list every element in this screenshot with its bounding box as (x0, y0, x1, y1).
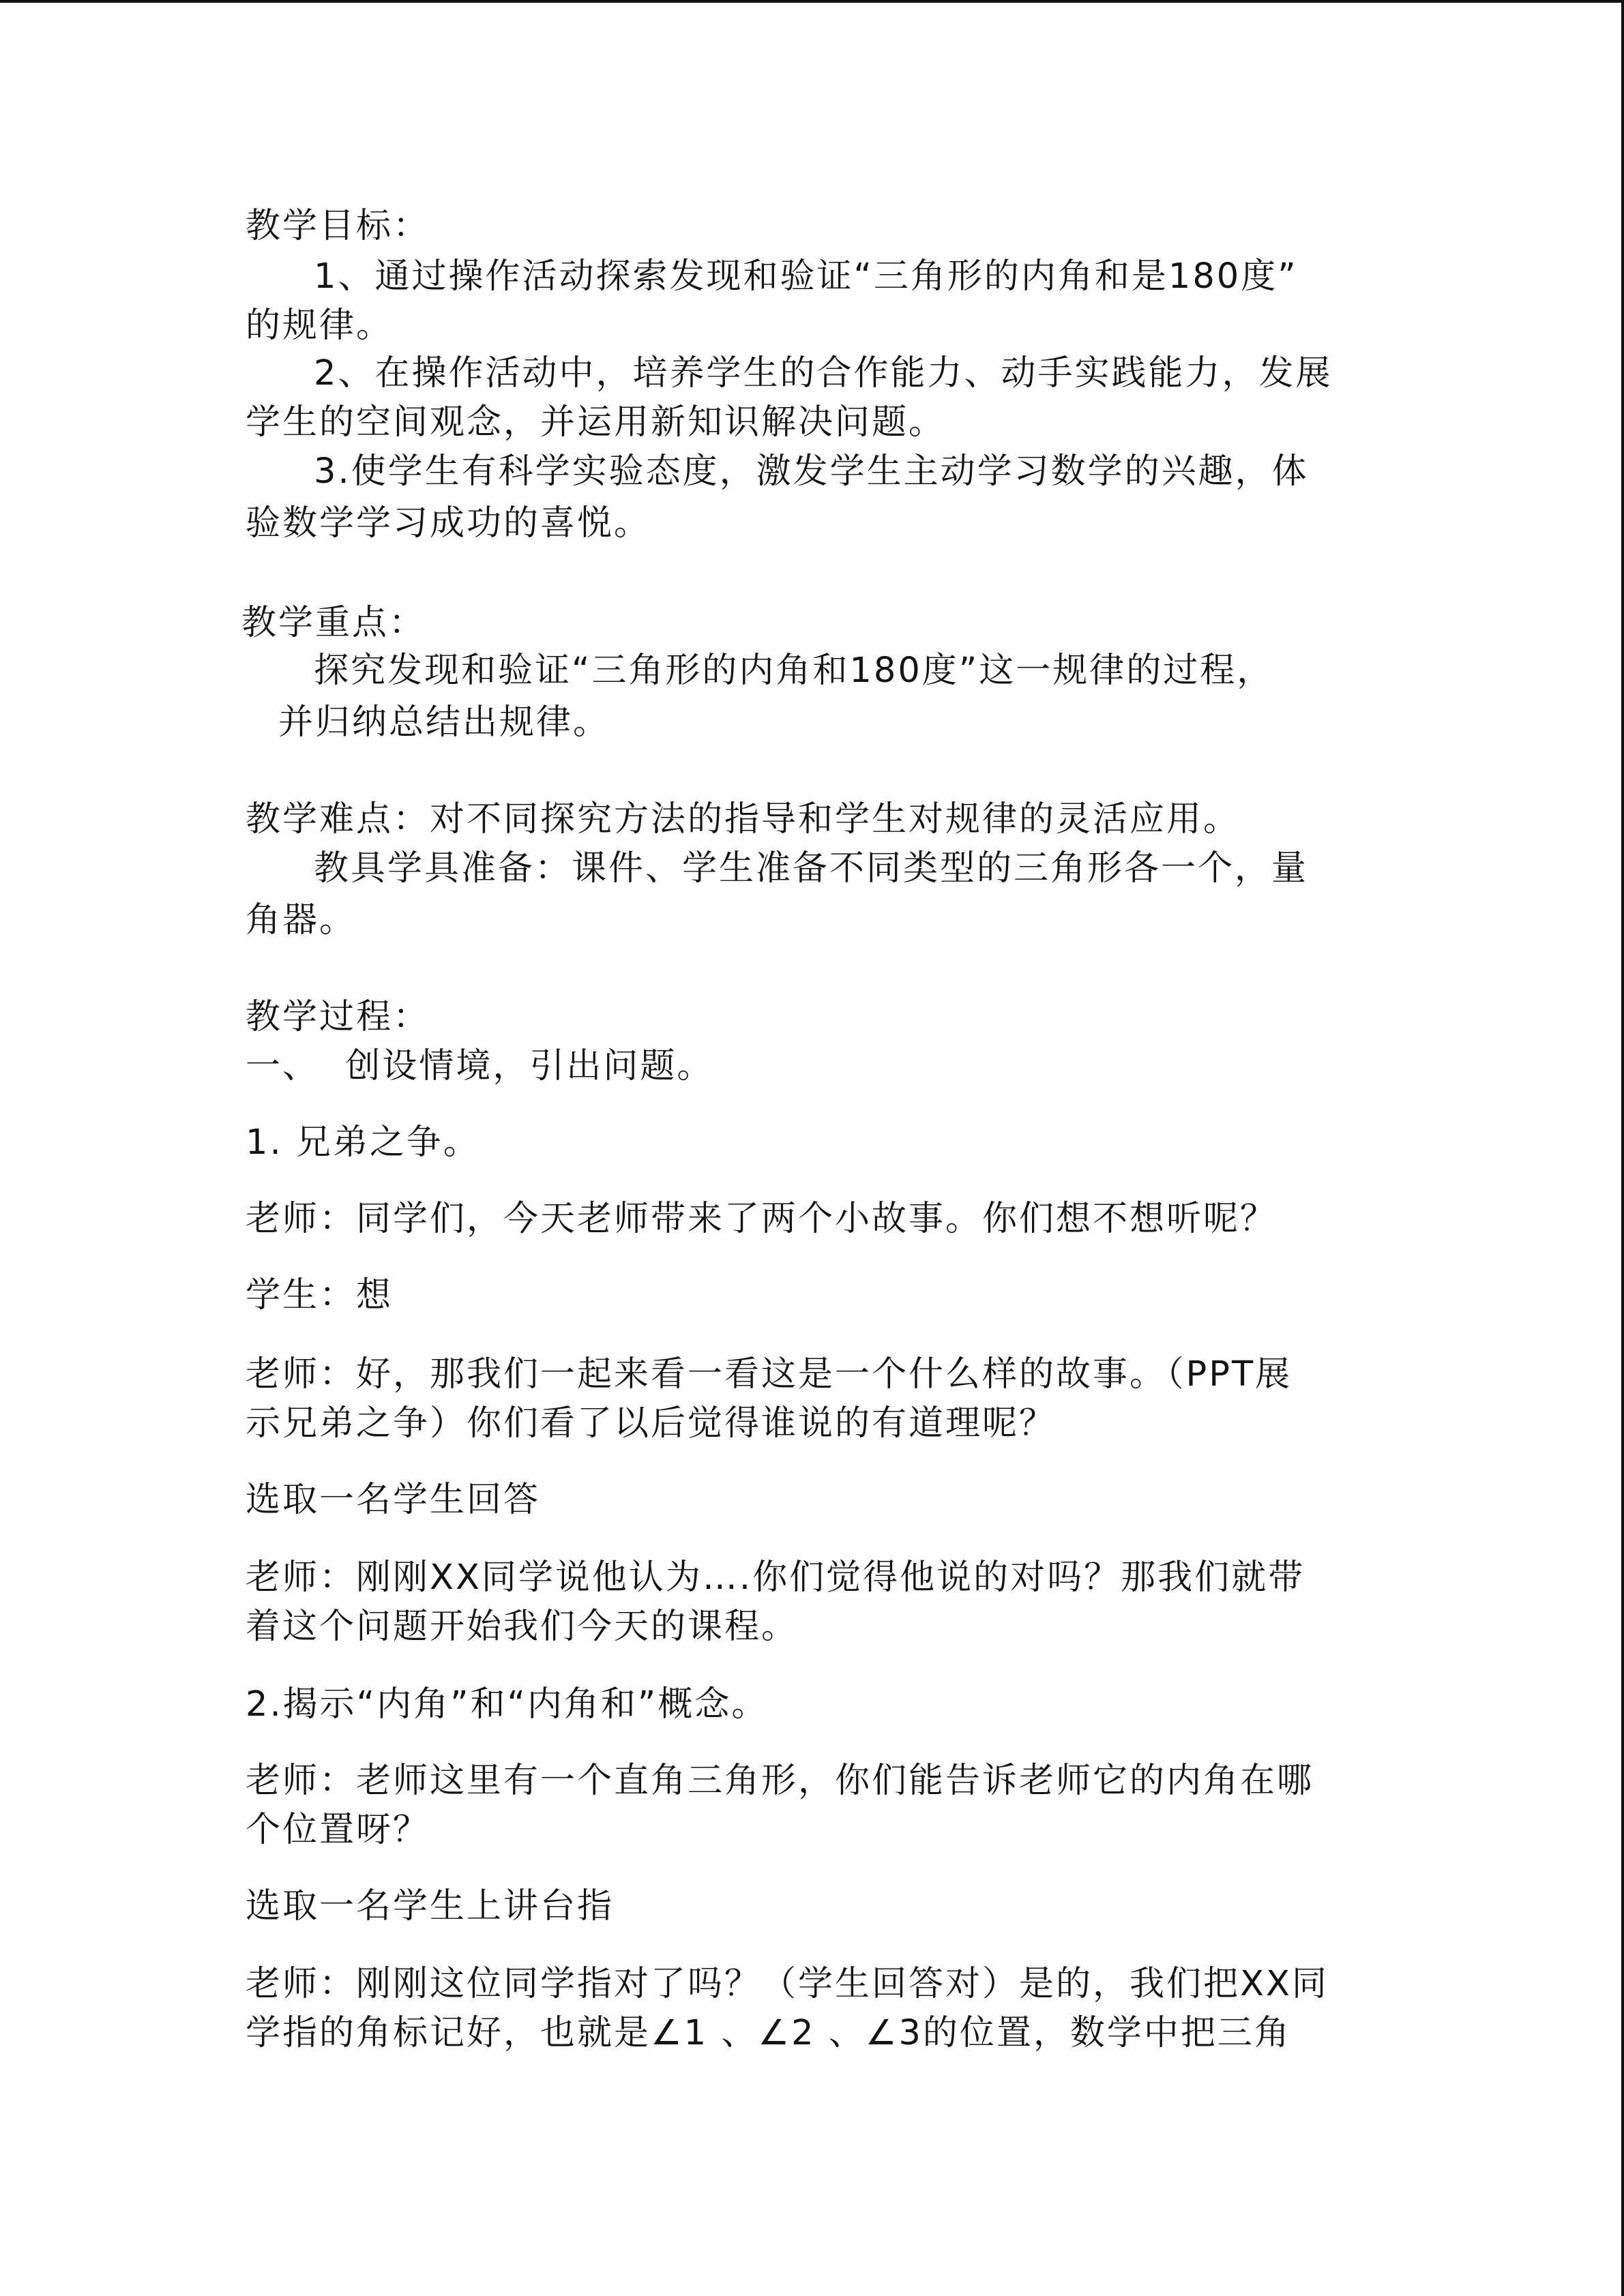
action-line-2: 选取一名学生上讲台指 (246, 1886, 615, 1926)
key-points-line-2: 并归纳总结出规律。 (278, 702, 610, 743)
key-points-line-1: 探究发现和验证“三角形的内角和180度”这一规律的过程， (314, 651, 1274, 691)
teacher-line-5b: 学指的角标记好，也就是∠1 、∠2 、∠3的位置，数学中把三角 (246, 2013, 1291, 2053)
materials-line-1: 教具学具准备：课件、学生准备不同类型的三角形各一个，量 (314, 848, 1309, 889)
teacher-line-3a: 老师：刚刚XX同学说他认为….你们觉得他说的对吗？那我们就带 (246, 1557, 1305, 1598)
student-line-1: 学生：想 (246, 1275, 394, 1315)
goal-item-1-line-2: 的规律。 (246, 305, 394, 346)
goal-item-2-line-2: 学生的空间观念，并运用新知识解决问题。 (246, 402, 946, 443)
goal-item-1-line-1: 1、通过操作活动探索发现和验证“三角形的内角和是180度” (314, 256, 1298, 297)
teacher-line-4a: 老师：老师这里有一个直角三角形，你们能告诉老师它的内角在哪 (246, 1761, 1314, 1801)
difficulty-line: 教学难点：对不同探究方法的指导和学生对规律的灵活应用。 (246, 799, 1241, 839)
process-sub-2: 2.揭示“内角”和“内角和”概念。 (246, 1684, 769, 1725)
teacher-line-3b: 着这个问题开始我们今天的课程。 (246, 1607, 799, 1647)
teacher-line-1: 老师：同学们，今天老师带来了两个小故事。你们想不想听呢？ (246, 1199, 1278, 1239)
process-sub-1: 1. 兄弟之争。 (246, 1122, 480, 1163)
teacher-line-2a: 老师：好，那我们一起来看一看这是一个什么样的故事。（PPT展 (246, 1354, 1293, 1395)
action-line-1: 选取一名学生回答 (246, 1480, 541, 1520)
goal-item-3-line-2: 验数学学习成功的喜悦。 (246, 503, 651, 543)
key-points-heading: 教学重点： (241, 603, 426, 643)
teacher-line-4b: 个位置呀？ (246, 1810, 430, 1850)
teacher-line-2b: 示兄弟之争）你们看了以后觉得谁说的有道理呢？ (246, 1403, 1057, 1444)
goal-item-2-line-1: 2、在操作活动中，培养学生的合作能力、动手实践能力，发展 (314, 353, 1333, 393)
process-section-1: 一、 创设情境，引出问题。 (246, 1046, 714, 1086)
materials-line-2: 角器。 (246, 900, 357, 940)
goal-item-3-line-1: 3.使学生有科学实验态度，激发学生主动学习数学的兴趣，体 (314, 451, 1309, 492)
teacher-line-5a: 老师：刚刚这位同学指对了吗？（学生回答对）是的，我们把XX同 (246, 1964, 1329, 2004)
goals-heading: 教学目标： (246, 206, 430, 246)
process-heading: 教学过程： (246, 997, 430, 1037)
